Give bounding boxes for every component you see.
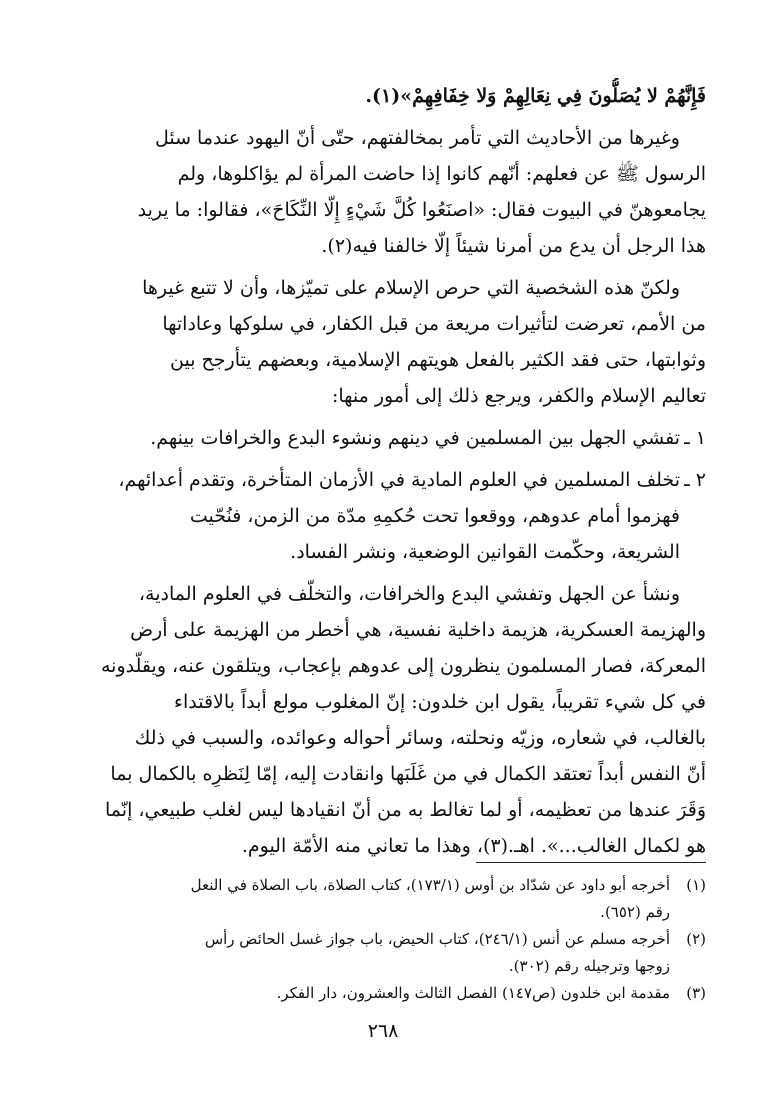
paragraph-line: هو لكمال الغالب...». اهـ.(٣)، وهذا ما تعاني منه الأمّة اليوم.	[241, 835, 706, 857]
paragraph-line: والهزيمة العسكرية، هزيمة داخلية نفسية، هي أخطر من الهزيمة على أرض	[130, 619, 706, 641]
footnote-divider	[476, 862, 706, 863]
footnotes	[60, 872, 706, 1007]
list-item-text: الشريعة، وحكّمت القوانين الوضعية، ونشر الفساد.	[290, 541, 680, 563]
footnote-text: زوجها وترجيله رقم (٣٠٢).	[508, 957, 670, 975]
paragraph-line: بالغالب، في شعاره، وزيّه ونحلته، وسائر أحواله وعوائده، والسبب في ذلك	[134, 727, 706, 749]
footnote-text: مقدمة ابن خلدون (ص١٤٧) الفصل الثالث والعشرون، دار الفكر.	[276, 984, 670, 1002]
paragraph-line: ولكنّ هذه الشخصية التي حرص الإسلام على تميّزها، وأن لا تتبع غيرها	[142, 277, 680, 299]
paragraph-line: وغيرها من الأحاديث التي تأمر بمخالفتهم، حتّى أنّ اليهود عندما سئل	[154, 127, 680, 149]
footnote-number: (٢)	[686, 930, 706, 948]
footnote-number: (٣)	[686, 984, 706, 1002]
footnote-text: أخرجه مسلم عن أنس (٢٤٦/١)، كتاب الحيض، باب جواز غسل الحائض رأس	[204, 930, 670, 948]
footnote-1	[60, 872, 706, 899]
paragraph-line: هذا الرجل أن يدع من أمرنا شيئاً إلّا خالفنا فيه(٢).	[321, 235, 706, 257]
footnote-text: رقم (٦٥٢).	[600, 903, 670, 921]
footnote-2	[60, 926, 706, 953]
list-item-number: ٢ ـ	[684, 469, 706, 491]
list-item-text: تفشي الجهل بين المسلمين في دينهم ونشوء البدع والخرافات بينهم.	[150, 427, 680, 449]
paragraph-line: من الأمم، تعرضت لتأثيرات مريعة من قبل الكفار، في سلوكها وعاداتها	[162, 313, 706, 335]
list-item-1	[60, 420, 706, 456]
list-item-text: تخلف المسلمين في العلوم المادية في الأزمان المتأخرة، وتقدم أعدائهم،	[118, 469, 680, 491]
paragraph-2	[60, 270, 706, 414]
paragraph-line: في كل شيء تقريباً، يقول ابن خلدون: إنّ المغلوب مولع أبداً بالاقتداء	[174, 691, 706, 713]
list-item-number: ١ ـ	[684, 427, 706, 449]
paragraph-line: تعاليم الإسلام والكفر، ويرجع ذلك إلى أمور منها:	[331, 385, 706, 407]
paragraph-line: وَقَرَ عندها من تعظيمه، أو لما تغالط به من أنّ انقيادها ليس لغلب طبيعي، إنّما	[105, 799, 706, 821]
paragraph-line: المعركة، فصار المسلمون ينظرون إلى عدوهم بإعجاب، ويتلقون عنه، ويقلّدونه	[101, 655, 706, 677]
paragraph-3	[60, 576, 706, 864]
paragraph-1	[60, 120, 706, 264]
paragraph-line: ونشأ عن الجهل وتفشي البدع والخرافات، والتخلّف في العلوم المادية،	[138, 583, 680, 605]
footnote-number: (١)	[686, 876, 706, 894]
main-text	[60, 78, 706, 864]
page-number: ٢٦٨	[367, 1020, 399, 1042]
paragraph-line: يجامعوهنّ في البيوت فقال: «اصنَعُوا كُلَّ شَيْءٍ إِلّا النِّكَاحَ»، فقالوا: ما يريد	[137, 199, 706, 221]
paragraph-line: الرسول ﷺ عن فعلهم: أنّهم كانوا إذا حاضت المرأة لم يؤاكلوها، ولم	[177, 163, 706, 185]
paragraph-line: أنّ النفس أبداً تعتقد الكمال في من غَلَبَها وانقادت إليه، إمّا لِنَظرِه بالكمال بما	[110, 763, 706, 785]
footnote-3	[60, 980, 706, 1007]
list-item-text: فهزموا أمام عدوهم، ووقعوا تحت حُكمِهِ مدّة من الزمن، فنُحّيت	[189, 505, 680, 527]
footnote-text: أخرجه أبو داود عن شدّاد بن أوس (١٧٣/١)، كتاب الصلاة، باب الصلاة في النعل	[190, 876, 670, 894]
list-item-2	[60, 462, 706, 570]
paragraph-line: وثوابتها، حتى فقد الكثير بالفعل هويتهم الإسلامية، وبعضهم يتأرجح بين	[170, 349, 706, 371]
hadith-quote-line: فَإِنَّهُمْ لا يُصَلُّونَ فِي نِعَالِهِمْ وَلا خِفَافِهِمْ»(١).	[365, 85, 706, 107]
